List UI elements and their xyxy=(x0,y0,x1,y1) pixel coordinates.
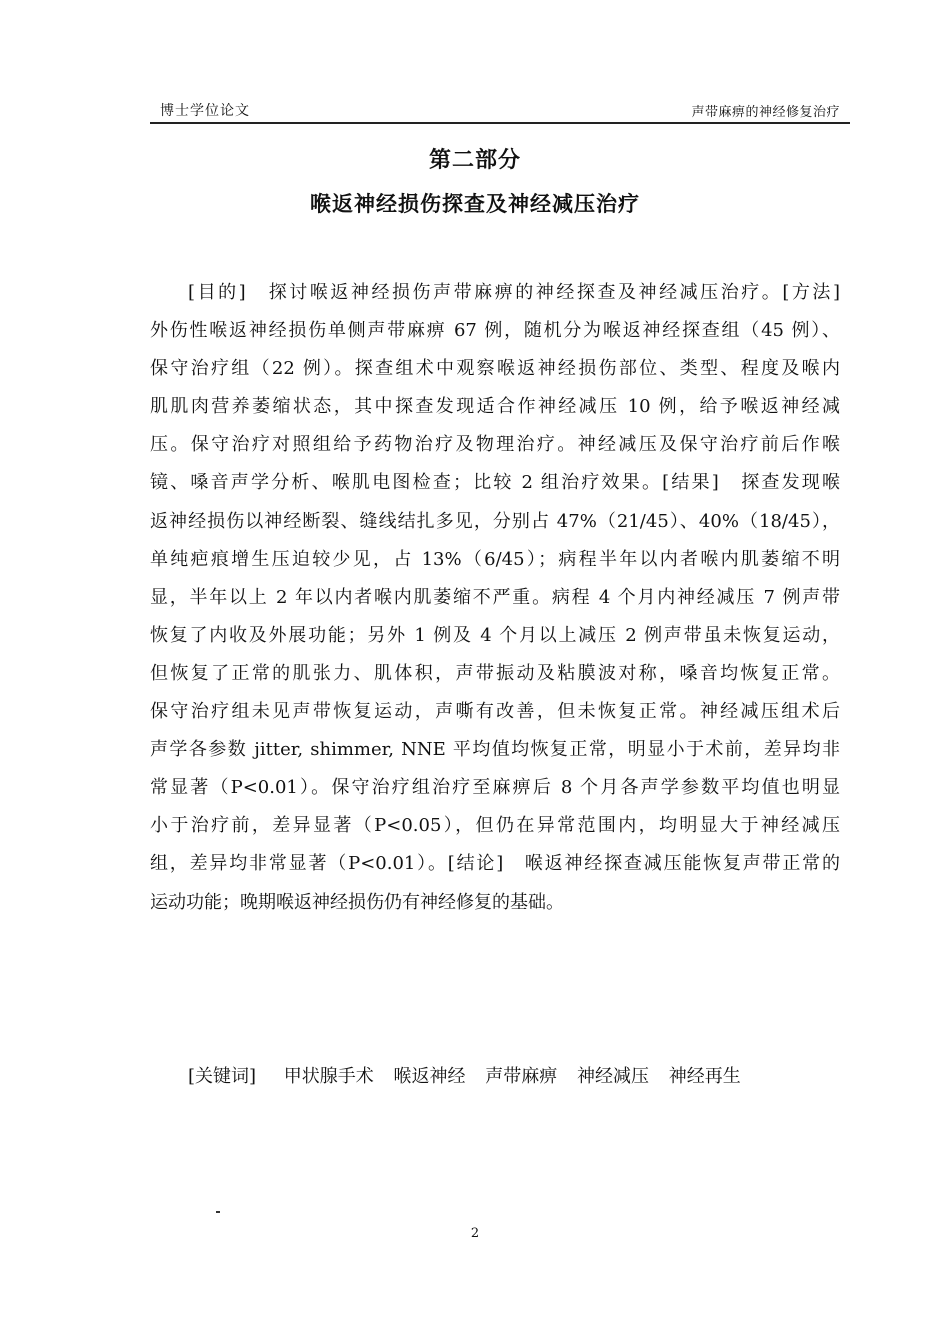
abstract-line: 保守治疗组（22 例）。探查组术中观察喉返神经损伤部位、类型、程度及喉内 xyxy=(150,358,840,380)
abstract-line: 外伤性喉返神经损伤单侧声带麻痹 67 例，随机分为喉返神经探查组（45 例）、 xyxy=(150,320,840,342)
abstract-line: 单纯疤痕增生压迫较少见，占 13%（6/45）；病程半年以内者喉内肌萎缩不明 xyxy=(150,548,840,570)
abstract-line: 显，半年以上 2 年以内者喉内肌萎缩不严重。病程 4 个月内神经减压 7 例声带 xyxy=(150,586,840,608)
keyword: 声带麻痹 xyxy=(485,1066,558,1087)
abstract-line: 压。保守治疗对照组给予药物治疗及物理治疗。神经减压及保守治疗前后作喉 xyxy=(150,434,840,456)
keywords-label: [关键词] xyxy=(188,1066,257,1087)
keywords xyxy=(188,1062,755,1088)
running-header xyxy=(150,100,850,124)
abstract-line: 常显著（P<0.01）。保守治疗组治疗至麻痹后 8 个月各声学参数平均值也明显 xyxy=(150,777,840,799)
abstract-line: 恢复了内收及外展功能；另外 1 例及 4 个月以上减压 2 例声带虽未恢复运动， xyxy=(150,624,840,646)
keyword: 喉返神经 xyxy=(393,1066,466,1087)
keyword: 神经减压 xyxy=(576,1066,649,1087)
abstract-body xyxy=(150,284,840,932)
abstract-line: 小于治疗前，差异显著（P<0.05），但仍在异常范围内，均明显大于神经减压 xyxy=(150,815,840,837)
abstract-line: 镜、嗓音声学分析、喉肌电图检查；比较 2 组治疗效果。[结果] 探查发现喉 xyxy=(150,472,840,494)
section-title: 第二部分 xyxy=(428,147,521,173)
page-number: 2 xyxy=(470,1226,480,1241)
abstract-line: 但恢复了正常的肌张力、肌体积，声带振动及粘膜波对称，嗓音均恢复正常。 xyxy=(150,662,840,684)
abstract-line: [目的] 探讨喉返神经损伤声带麻痹的神经探查及神经减压治疗。[方法] xyxy=(188,282,840,303)
abstract-line: 保守治疗组未见声带恢复运动，声嘶有改善，但未恢复正常。神经减压组术后 xyxy=(150,701,840,723)
header-right-text: 声带麻痹的神经修复治疗 xyxy=(691,105,840,120)
abstract-line: 声学各参数 jitter, shimmer, NNE 平均值均恢复正常，明显小于术前，差异均非 xyxy=(150,739,840,761)
header-left-text: 博士学位论文 xyxy=(160,103,250,119)
keyword: 甲状腺手术 xyxy=(283,1066,374,1087)
scan-speck xyxy=(216,1211,220,1213)
abstract-line: 返神经损伤以神经断裂、缝线结扎多见，分别占 47%（21/45）、40%（18/45）， xyxy=(150,510,840,532)
keyword: 神经再生 xyxy=(668,1066,741,1087)
abstract-line: 组，差异均非常显著（P<0.01）。[结论] 喉返神经探查减压能恢复声带正常的 xyxy=(150,853,840,875)
abstract-line: 运动功能；晚期喉返神经损伤仍有神经修复的基础。 xyxy=(150,891,564,913)
paper-title: 喉返神经损伤探查及神经减压治疗 xyxy=(310,191,640,216)
abstract-line: 肌肌肉营养萎缩状态，其中探查发现适合作神经减压 10 例，给予喉返神经减 xyxy=(150,396,840,418)
